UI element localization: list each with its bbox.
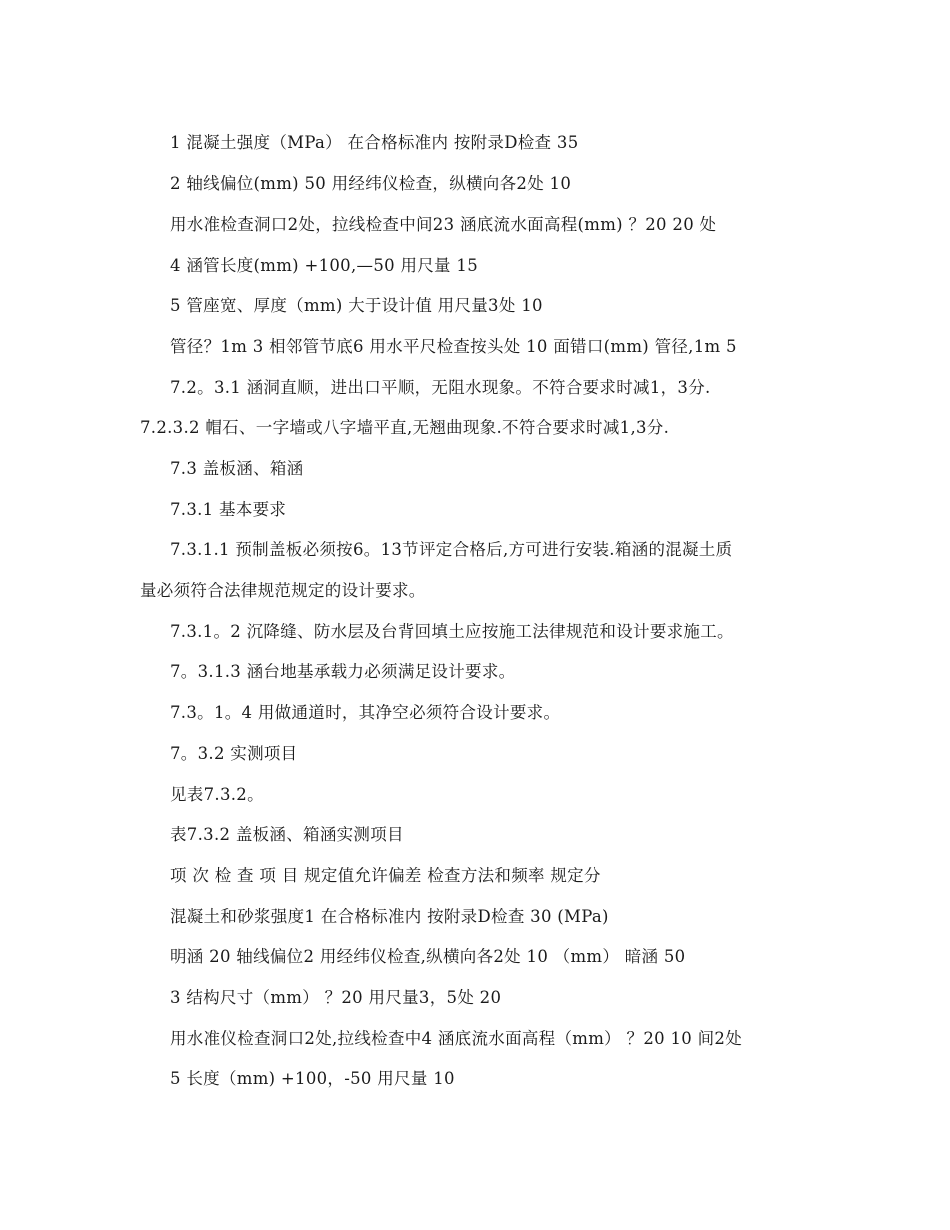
- text-line: 7.2。3.1 涵洞直顺，进出口平顺，无阻水现象。不符合要求时减1，3分.: [170, 378, 711, 397]
- subsection-heading: 7.3.1 基本要求: [170, 500, 287, 519]
- text-line: 7.2.3.2 帽石、一字墙或八字墙平直,无翘曲现象.不符合要求时减1,3分.: [140, 418, 670, 437]
- table-row: 3 结构尺寸（mm） ？20 用尺量3，5处 20: [170, 988, 502, 1007]
- text-line: 2 轴线偏位(mm) 50 用经纬仪检查，纵横向各2处 10: [170, 174, 572, 193]
- text-line: 见表7.3.2。: [170, 785, 264, 804]
- table-row: 用水准仪检查洞口2处,拉线检查中4 涵底流水面高程（mm） ？20 10 间2处: [170, 1029, 743, 1048]
- table-header-row: 项 次 检 查 项 目 规定值允许偏差 检查方法和频率 规定分: [170, 866, 601, 885]
- table-row: 5 长度（mm) +100，-50 用尺量 10: [170, 1069, 455, 1088]
- table-caption: 表7.3.2 盖板涵、箱涵实测项目: [170, 825, 404, 844]
- text-line: 1 混凝土强度（MPa） 在合格标准内 按附录D检查 35: [170, 133, 579, 152]
- section-heading: 7.3 盖板涵、箱涵: [170, 459, 304, 478]
- text-line: 7。3.1.3 涵台地基承载力必须满足设计要求。: [170, 662, 516, 681]
- text-line: 7.3.1.1 预制盖板必须按6。13节评定合格后,方可进行安装.箱涵的混凝土质: [170, 540, 733, 559]
- text-line: 用水准检查洞口2处，拉线检查中间23 涵底流水面高程(mm) ？20 20 处: [170, 215, 717, 234]
- subsection-heading: 7。3.2 实测项目: [170, 744, 298, 763]
- text-line: 量必须符合法律规范规定的设计要求。: [140, 581, 426, 600]
- text-line: 7.3.1。2 沉降缝、防水层及台背回填土应按施工法律规范和设计要求施工。: [170, 622, 734, 641]
- table-row: 混凝土和砂浆强度1 在合格标准内 按附录D检查 30 (MPa): [170, 907, 609, 926]
- table-row: 明涵 20 轴线偏位2 用经纬仪检查,纵横向各2处 10 （mm） 暗涵 50: [170, 947, 686, 966]
- text-line: 7.3。1。4 用做通道时，其净空必须符合设计要求。: [170, 703, 561, 722]
- text-line: 4 涵管长度(mm) +100,—50 用尺量 15: [170, 256, 478, 275]
- text-line: 管径？1m 3 相邻管节底6 用水平尺检查按头处 10 面错口(mm) 管径,1m 5: [170, 337, 737, 356]
- text-line: 5 管座宽、厚度（mm) 大于设计值 用尺量3处 10: [170, 296, 543, 315]
